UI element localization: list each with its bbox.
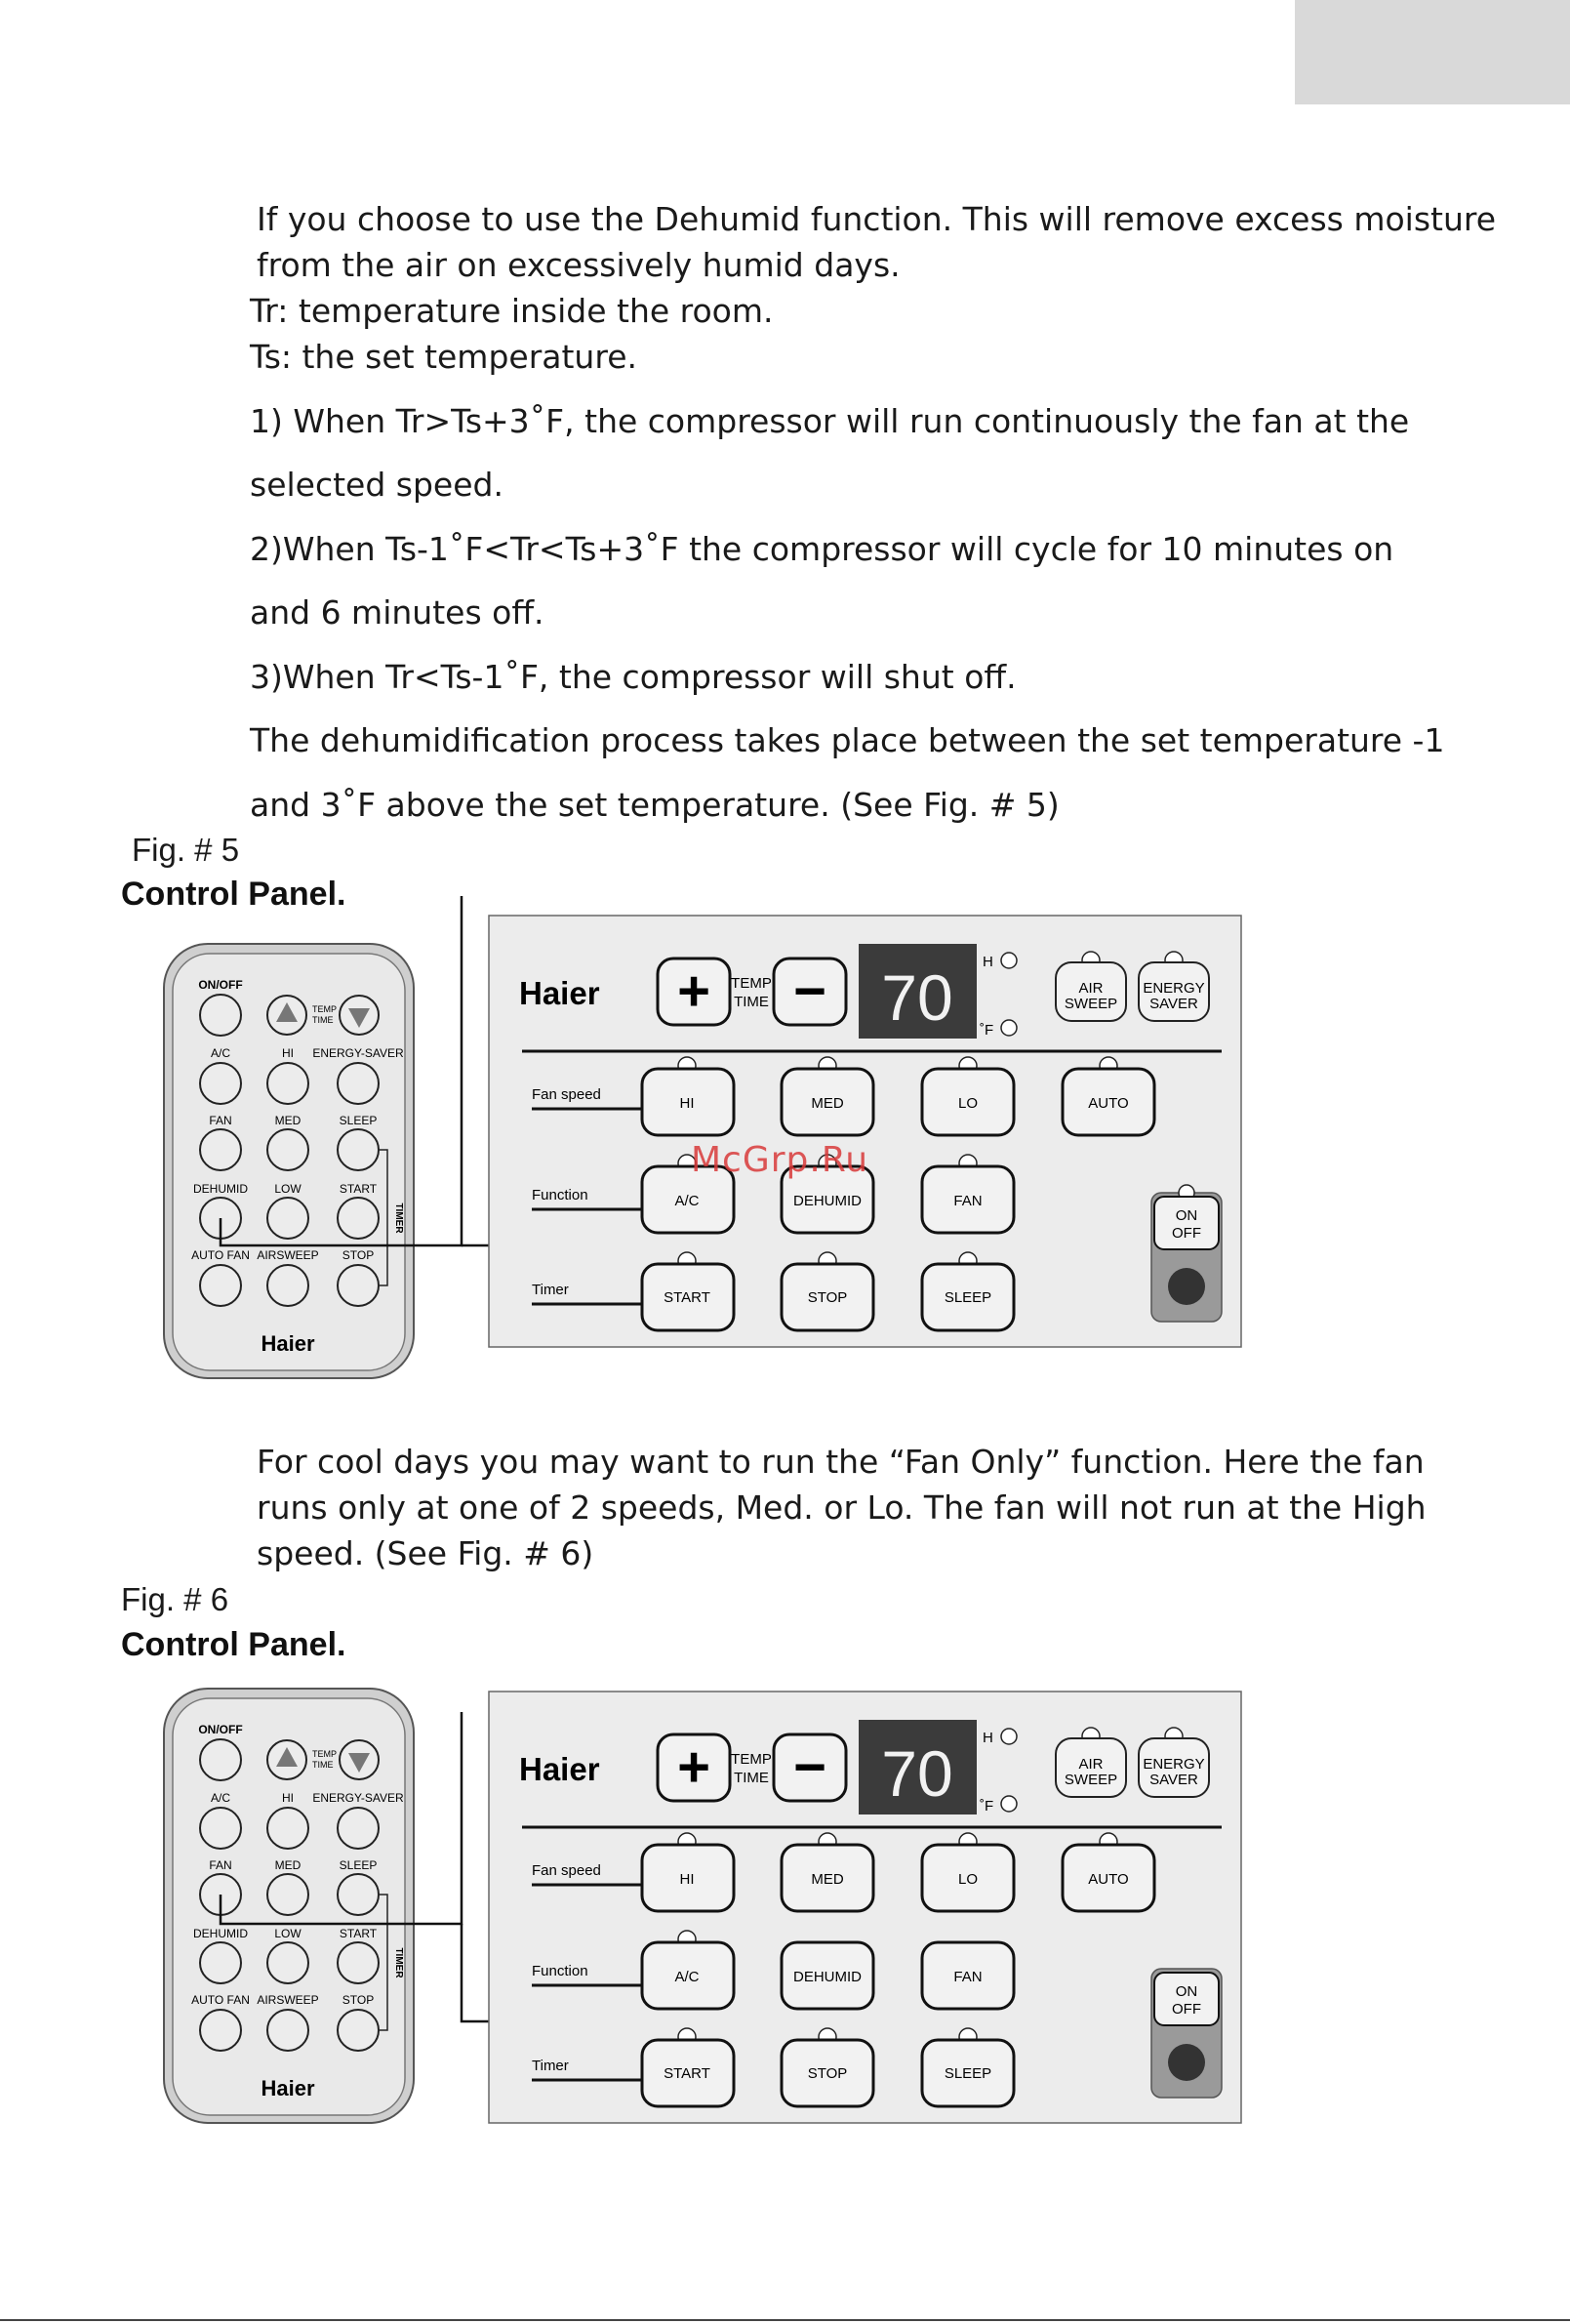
fan-med-label: MED bbox=[811, 1095, 844, 1112]
remote-dehumid-label: DEHUMID bbox=[193, 1182, 248, 1196]
remote-timer-label: TIMER bbox=[393, 1203, 404, 1234]
remote-power-button[interactable] bbox=[200, 1739, 241, 1780]
timer-start-label: START bbox=[664, 1289, 710, 1306]
timer-sleep-label: SLEEP bbox=[944, 2065, 992, 2082]
f-indicator-led bbox=[1001, 1796, 1017, 1812]
remote-med-label: MED bbox=[274, 1114, 302, 1127]
panel-temp-label: TEMP bbox=[731, 975, 772, 992]
function-label: Function bbox=[532, 1963, 588, 1979]
air-sweep-label-1: AIR bbox=[1078, 980, 1104, 997]
plus-icon: + bbox=[677, 1735, 710, 1799]
fan-only-line-3: speed. (See Fig. # 6) bbox=[257, 1534, 594, 1572]
fan-auto-label: AUTO bbox=[1088, 1095, 1129, 1112]
minus-icon: − bbox=[793, 1735, 826, 1799]
fan-auto-label: AUTO bbox=[1088, 1871, 1129, 1888]
remote-start-button[interactable] bbox=[338, 1942, 379, 1983]
f-indicator-label: ˚F bbox=[980, 1022, 994, 1039]
remote-med-label: MED bbox=[274, 1858, 302, 1872]
air-sweep-label-1: AIR bbox=[1078, 1756, 1104, 1773]
remote-airsweep-label: AIRSWEEP bbox=[257, 1993, 319, 2007]
rule-line-2: selected speed. bbox=[250, 466, 503, 504]
remote-airsweep-button[interactable] bbox=[267, 2010, 308, 2051]
remote-time-label: TIME bbox=[312, 1015, 334, 1025]
remote-airsweep-label: AIRSWEEP bbox=[257, 1248, 319, 1262]
remote-sleep-button[interactable] bbox=[338, 1874, 379, 1915]
remote-stop-label: STOP bbox=[342, 1993, 375, 2007]
remote-control-2 bbox=[164, 1689, 414, 2123]
energy-saver-label-1: ENERGY bbox=[1143, 1756, 1205, 1773]
remote-stop-label: STOP bbox=[342, 1248, 375, 1262]
remote-ac-label: A/C bbox=[210, 1791, 231, 1805]
remote-low-label: LOW bbox=[274, 1927, 302, 1940]
definition-tr: Tr: temperature inside the room. bbox=[250, 292, 774, 330]
control-panel-2 bbox=[489, 1692, 1241, 2123]
remote-fan-label: FAN bbox=[209, 1858, 232, 1872]
watermark-text: McGrp.Ru bbox=[691, 1140, 869, 1180]
power-on-label: ON bbox=[1175, 1207, 1198, 1224]
remote-low-button[interactable] bbox=[267, 1942, 308, 1983]
h-indicator-led bbox=[1001, 1729, 1017, 1744]
fan-speed-label: Fan speed bbox=[532, 1086, 601, 1103]
remote-hi-label: HI bbox=[282, 1046, 294, 1060]
fan-lo-label: LO bbox=[957, 1871, 979, 1888]
panel-brand: Haier bbox=[519, 975, 600, 1011]
panel-brand: Haier bbox=[519, 1751, 600, 1787]
remote-temp-label: TEMP bbox=[312, 1749, 338, 1759]
power-off-label: OFF bbox=[1172, 1225, 1201, 1242]
remote-low-label: LOW bbox=[274, 1182, 302, 1196]
remote-time-label: TIME bbox=[312, 1760, 334, 1770]
air-sweep-label-2: SWEEP bbox=[1064, 996, 1118, 1012]
temperature-readout: 70 bbox=[881, 961, 953, 1034]
remote-fan-label: FAN bbox=[209, 1114, 232, 1127]
rule-line-7: and 3˚F above the set temperature. (See Fig. # 5) bbox=[250, 786, 1060, 824]
remote-stop-button[interactable] bbox=[338, 2010, 379, 2051]
remote-brand: Haier bbox=[261, 2076, 315, 2100]
function-dehumid-label: DEHUMID bbox=[793, 1969, 862, 1985]
fan-only-line-2: runs only at one of 2 speeds, Med. or Lo. The fan will not run at the High bbox=[257, 1488, 1427, 1527]
panel-time-label: TIME bbox=[734, 1770, 769, 1786]
definition-ts: Ts: the set temperature. bbox=[250, 338, 637, 376]
remote-brand: Haier bbox=[261, 1331, 315, 1356]
f-indicator-label: ˚F bbox=[980, 1798, 994, 1814]
function-fan-label: FAN bbox=[953, 1193, 983, 1209]
remote-med-button[interactable] bbox=[267, 1874, 308, 1915]
rule-line-4: and 6 minutes off. bbox=[250, 593, 544, 632]
timer-label: Timer bbox=[532, 1282, 569, 1298]
fan-lo-label: LO bbox=[957, 1095, 979, 1112]
timer-start-label: START bbox=[664, 2065, 710, 2082]
h-indicator-label: H bbox=[983, 1730, 993, 1746]
remote-ac-label: A/C bbox=[210, 1046, 231, 1060]
remote-dehumid-label: DEHUMID bbox=[193, 1927, 248, 1940]
fig5-label: Fig. # 5 bbox=[132, 832, 240, 868]
fig6-label: Fig. # 6 bbox=[121, 1581, 229, 1617]
function-fan-label: FAN bbox=[953, 1969, 983, 1985]
rule-line-1: 1) When Tr>Ts+3˚F, the compressor will run continuously the fan at the bbox=[250, 402, 1410, 440]
air-sweep-label-2: SWEEP bbox=[1064, 1772, 1118, 1788]
intro-line-2: from the air on excessively humid days. bbox=[257, 246, 901, 284]
timer-sleep-label: SLEEP bbox=[944, 1289, 992, 1306]
remote-autofan-button[interactable] bbox=[200, 2010, 241, 2051]
panel-time-label: TIME bbox=[734, 994, 769, 1010]
remote-energy-label: ENERGY-SAVER bbox=[312, 1791, 404, 1805]
remote-temp-label: TEMP bbox=[312, 1004, 338, 1014]
timer-label: Timer bbox=[532, 2058, 569, 2074]
h-indicator-label: H bbox=[983, 954, 993, 970]
remote-ac-button[interactable] bbox=[200, 1808, 241, 1849]
function-label: Function bbox=[532, 1187, 588, 1203]
function-ac-label: A/C bbox=[674, 1193, 700, 1209]
power-indicator bbox=[1168, 2044, 1205, 2081]
remote-start-label: START bbox=[339, 1182, 378, 1196]
intro-line-1: If you choose to use the Dehumid function. This will remove excess moisture bbox=[257, 200, 1497, 238]
remote-onoff-label: ON/OFF bbox=[198, 978, 243, 992]
energy-saver-label-2: SAVER bbox=[1149, 996, 1198, 1012]
rule-line-3: 2)When Ts-1˚F<Tr<Ts+3˚F the compressor will cycle for 10 minutes on bbox=[250, 530, 1394, 568]
footer-rule bbox=[0, 2319, 1570, 2321]
fan-only-line-1: For cool days you may want to run the “Fan Only” function. Here the fan bbox=[257, 1443, 1425, 1481]
timer-stop-label: STOP bbox=[807, 2065, 848, 2082]
power-on-label: ON bbox=[1175, 1983, 1198, 2000]
remote-start-label: START bbox=[339, 1927, 378, 1940]
energy-saver-label-2: SAVER bbox=[1149, 1772, 1198, 1788]
remote-sleep-label: SLEEP bbox=[339, 1858, 378, 1872]
remote-energy-button[interactable] bbox=[338, 1808, 379, 1849]
power-off-label: OFF bbox=[1172, 2001, 1201, 2018]
fan-speed-label: Fan speed bbox=[532, 1862, 601, 1879]
remote-autofan-label: AUTO FAN bbox=[191, 1248, 250, 1262]
rule-line-6: The dehumidification process takes place between the set temperature -1 bbox=[250, 721, 1445, 759]
plus-icon: + bbox=[677, 959, 710, 1023]
remote-onoff-label: ON/OFF bbox=[198, 1723, 243, 1736]
remote-hi-label: HI bbox=[282, 1791, 294, 1805]
panel-temp-label: TEMP bbox=[731, 1751, 772, 1768]
figure-6 bbox=[0, 774, 1570, 2160]
rule-line-5: 3)When Tr<Ts-1˚F, the compressor will shut off. bbox=[250, 658, 1017, 696]
temperature-readout: 70 bbox=[881, 1737, 953, 1810]
remote-autofan-label: AUTO FAN bbox=[191, 1993, 250, 2007]
minus-icon: − bbox=[793, 959, 826, 1023]
remote-energy-label: ENERGY-SAVER bbox=[312, 1046, 404, 1060]
fig6-title: Control Panel. bbox=[121, 1626, 346, 1663]
fig5-title: Control Panel. bbox=[121, 876, 346, 913]
function-dehumid-label: DEHUMID bbox=[793, 1193, 862, 1209]
energy-saver-label-1: ENERGY bbox=[1143, 980, 1205, 997]
fan-hi-label: HI bbox=[679, 1095, 695, 1112]
fan-hi-label: HI bbox=[679, 1871, 695, 1888]
remote-hi-button[interactable] bbox=[267, 1808, 308, 1849]
function-ac-label: A/C bbox=[674, 1969, 700, 1985]
remote-dehumid-button[interactable] bbox=[200, 1942, 241, 1983]
remote-timer-label: TIMER bbox=[393, 1947, 404, 1978]
remote-sleep-label: SLEEP bbox=[339, 1114, 378, 1127]
fan-med-label: MED bbox=[811, 1871, 844, 1888]
timer-stop-label: STOP bbox=[807, 1289, 848, 1306]
